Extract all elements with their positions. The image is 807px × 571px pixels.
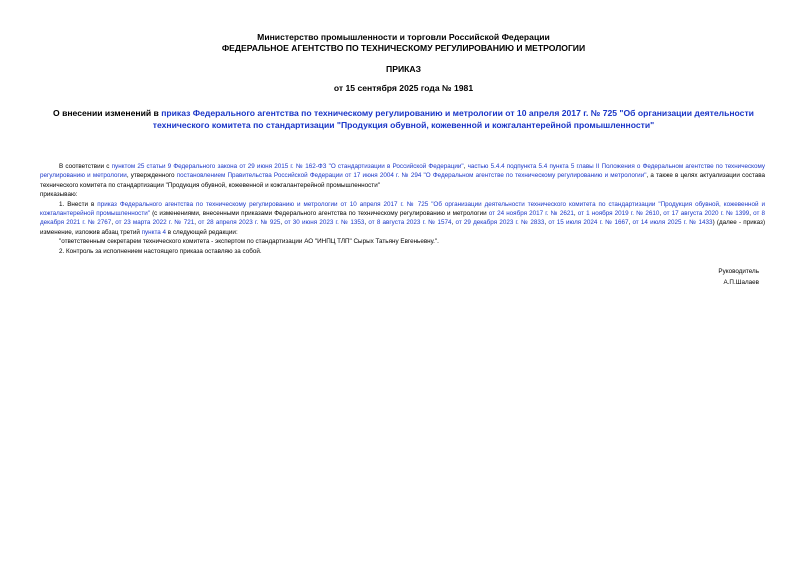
subject-prefix: О внесении изменений в	[53, 108, 162, 118]
text-segment: ,	[573, 210, 578, 218]
text-segment: ,	[364, 219, 369, 227]
signatory-position: Руководитель	[718, 268, 759, 276]
agency-name: ФЕДЕРАЛЬНОЕ АГЕНТСТВО ПО ТЕХНИЧЕСКОМУ РЕГУЛИРОВАНИЮ И МЕТРОЛОГИИ	[221, 43, 586, 53]
amendment-link[interactable]: от 8 августа 2023 г. № 1574	[368, 219, 452, 227]
ministry-name: Министерство промышленности и торговли Российской Федерации	[257, 32, 550, 42]
text-segment: , утвержденного	[126, 172, 177, 180]
text-segment: ) (далее - приказ) изменение, изложив абзац третий	[40, 219, 766, 236]
document-date-number: от 15 сентября 2025 года № 1981	[333, 83, 474, 93]
text-segment: ,	[749, 210, 754, 218]
text-segment: В соответствии с	[59, 163, 112, 170]
amendment-link[interactable]: от 28 апреля 2023 г. № 925	[198, 219, 281, 227]
text-segment: , а также в целях актуализации состава технического комитета по стандартизации "Продукция обувной, кожевенной и кожгалантерейной промышленности"	[40, 172, 765, 189]
amendment-link[interactable]: от 30 июня 2023 г. № 1353	[284, 219, 365, 227]
document-body	[40, 162, 767, 256]
text-segment: ,	[280, 219, 285, 227]
amendment-link[interactable]: от 1 ноября 2019 г. № 2610	[577, 210, 660, 218]
text-segment: ,	[194, 219, 199, 227]
amendment-link[interactable]: от 23 марта 2022 г. № 721	[115, 219, 195, 227]
order-725-link[interactable]: приказ Федерального агентства по техническому регулированию и метрологии от 10 апреля 2017 г. № 725 "Об организации деятельности технического комитета по стандартизации "Продукция обувной, кожевенной и кожгалантерейной промышленности"	[40, 200, 765, 218]
amendment-link[interactable]: от 15 июля 2024 г. № 1667	[548, 219, 629, 227]
paragraph-item-2: 2. Контроль за исполнением настоящего приказа оставляю за собой.	[59, 247, 262, 255]
law-link[interactable]: пунктом 25 статьи 9 Федерального закона от 29 июня 2015 г. № 162-ФЗ "О стандартизации в Российской Федерации"	[111, 163, 464, 170]
text-segment: ,	[111, 219, 116, 227]
text-segment: ,	[628, 219, 633, 227]
amendment-link[interactable]: от 29 декабря 2023 г. № 2833	[455, 219, 545, 227]
amendment-link[interactable]: от 14 июля 2025 г. № 1433	[632, 219, 713, 227]
text-segment: в следующей редакции:	[166, 228, 238, 236]
clause-4-link[interactable]: пункта 4	[141, 228, 167, 236]
paragraph-basis	[40, 162, 765, 190]
text-segment: ,	[659, 210, 664, 218]
document-type: ПРИКАЗ	[386, 64, 421, 74]
text-segment: 1. Внести в	[59, 200, 98, 208]
text-segment: ,	[544, 219, 549, 227]
amendment-link[interactable]: от 17 августа 2020 г. № 1399	[663, 210, 750, 218]
resolution-link[interactable]: постановлением Правительства Российской Федерации от 17 июня 2004 г. № 294 "О Федеральном агентстве по техническому регулированию и метрологии"	[176, 172, 647, 180]
amendment-link[interactable]: от 24 ноября 2017 г. № 2621	[488, 210, 574, 218]
text-segment: (с изменениями, внесенными приказами Федерального агентства по техническому регулированию и метрологии	[149, 210, 489, 218]
signature-block	[40, 266, 767, 288]
document-subject	[40, 108, 767, 131]
subject-link[interactable]: приказ Федерального агентства по техническому регулированию и метрологии от 10 апреля 2017 г. № 725 "Об организации деятельности технического комитета по стандартизации "Продукция обувной, кожевенной и кожгалантерейной промышленности"	[152, 108, 754, 130]
paragraph-quote: "ответственным секретарем технического комитета - экспертом по стандартизации АО "ИНПЦ ТЛП" Сырых Татьяну Евгеньевну.".	[59, 238, 439, 246]
text-segment: ,	[463, 163, 468, 170]
regulation-link[interactable]: частью 5.4.4 подпункта 5.4 пункта 5 главы II Положения о Федеральном агентстве по техническому регулированию и метрологии	[40, 163, 766, 180]
text-segment: ,	[451, 219, 456, 227]
signatory-name: А.П.Шалаев	[723, 279, 759, 287]
order-word: приказываю:	[40, 191, 78, 199]
amendment-link[interactable]: от 8 декабря 2021 г. № 2767	[40, 210, 766, 227]
paragraph-item-1	[40, 200, 765, 238]
